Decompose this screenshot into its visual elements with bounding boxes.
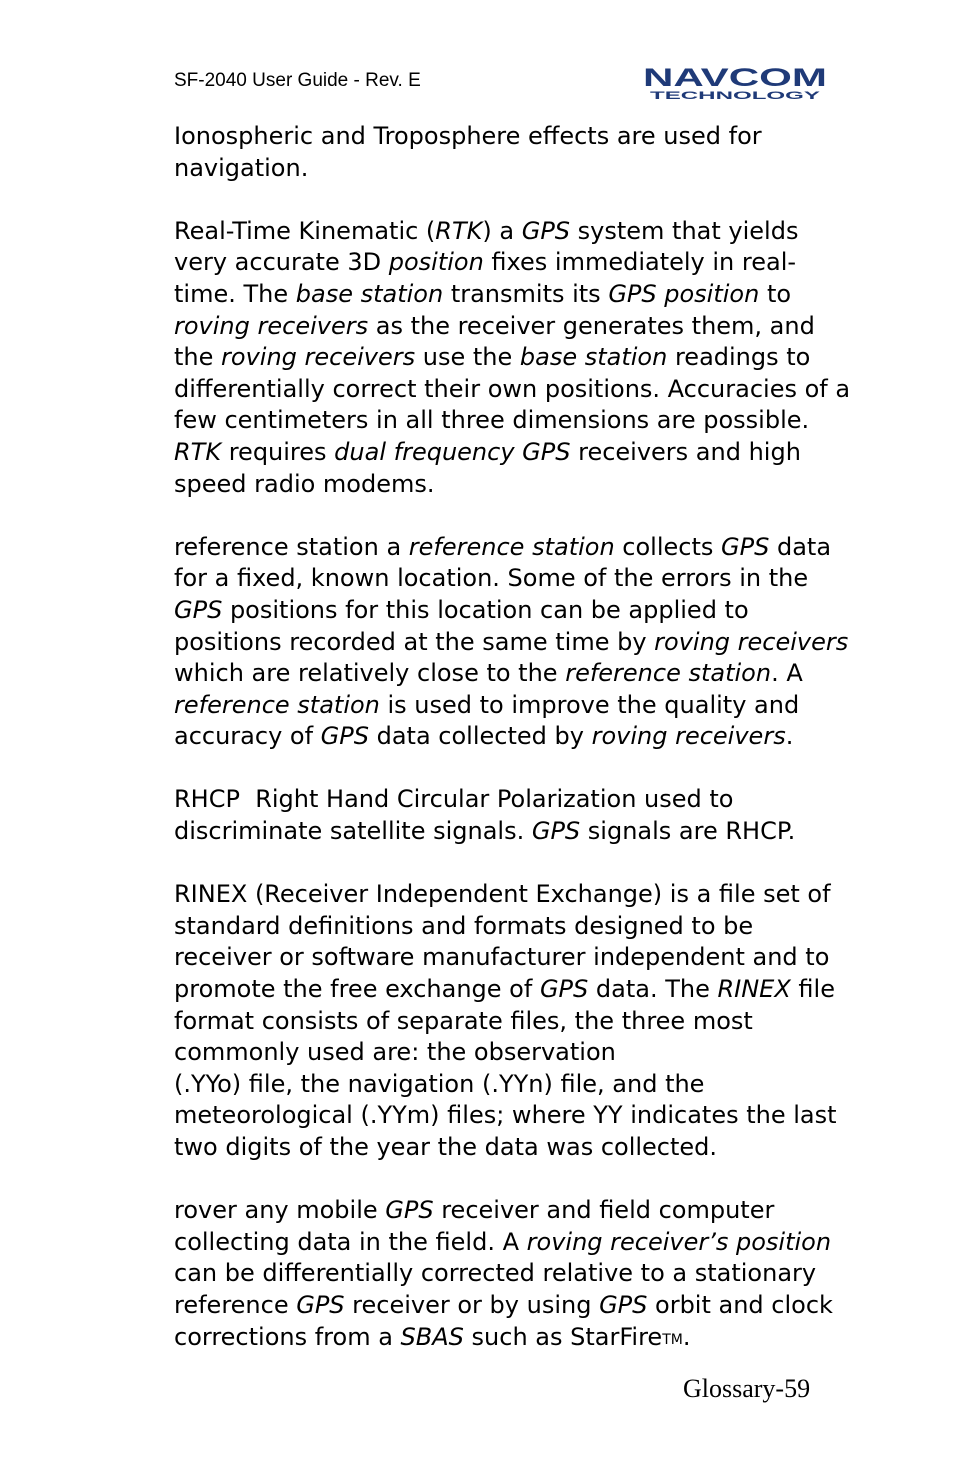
entry-ionospheric-continued: Ionospheric and Troposphere effects are used for navigation. xyxy=(174,122,762,182)
navcom-logo xyxy=(640,64,830,104)
term-rhcp: RHCP Right Hand Circular Polarization xyxy=(174,785,637,814)
term-rover: rover xyxy=(174,1196,237,1225)
page-number: Glossary-59 xyxy=(683,1374,811,1403)
term-rtk: Real-Time Kinematic (RTK) xyxy=(174,216,492,245)
glossary-content xyxy=(174,121,854,1388)
entry-rhcp: RHCP Right Hand Circular Polarization used to discriminate satellite signals. GPS signals are RHCP. xyxy=(174,785,796,846)
header-title: SF-2040 User Guide - Rev. E xyxy=(174,70,421,91)
trademark-symbol: TM xyxy=(662,1331,683,1348)
entry-rover: rover any mobile GPS receiver and field computer collecting data in the field. A roving receiver’s position can be differentially corrected relative to a stationary reference GPS receiver or by using GPS orbit and clock corrections from a SBAS such as StarFireTM. xyxy=(174,1196,833,1351)
logo-wordmark: NAVCOM xyxy=(643,64,827,92)
term-reference-station: reference station xyxy=(174,532,379,561)
entry-rinex: RINEX (Receiver Independent Exchange) is a file set of standard definitions and formats designed to be receiver or software manufacturer independent and to promote the free exchange of GPS data. The RINEX file format consists of separate files, the three most commonly used are: the observation (.YYo) file, the navigation (.YYn) file, and the meteorological (.YYm) files; where YY indicates the last two digits of the year the data was collected. xyxy=(174,880,837,1161)
term-rinex: RINEX (Receiver Independent Exchange) xyxy=(174,880,663,909)
logo-subtitle: TECHNOLOGY xyxy=(650,90,822,102)
entry-rtk: Real-Time Kinematic (RTK) a GPS system that yields very accurate 3D position fixes immediately in real-time. The base station transmits its GPS position to roving receivers as the receiver generates them, and the roving receivers use the base station readings to differentially correct their own positions. Accuracies of a few centimeters in all three dimensions are possible. RTK requires dual frequency GPS receivers and high speed radio modems. xyxy=(174,216,851,498)
entry-reference-station: reference station a reference station collects GPS data for a fixed, known location. Some of the errors in the GPS positions for this location can be applied to positions recorded at the same time by roving receivers which are relatively close to the reference station. A reference station is used to improve the quality and accuracy of GPS data collected by roving receivers. xyxy=(174,532,849,751)
